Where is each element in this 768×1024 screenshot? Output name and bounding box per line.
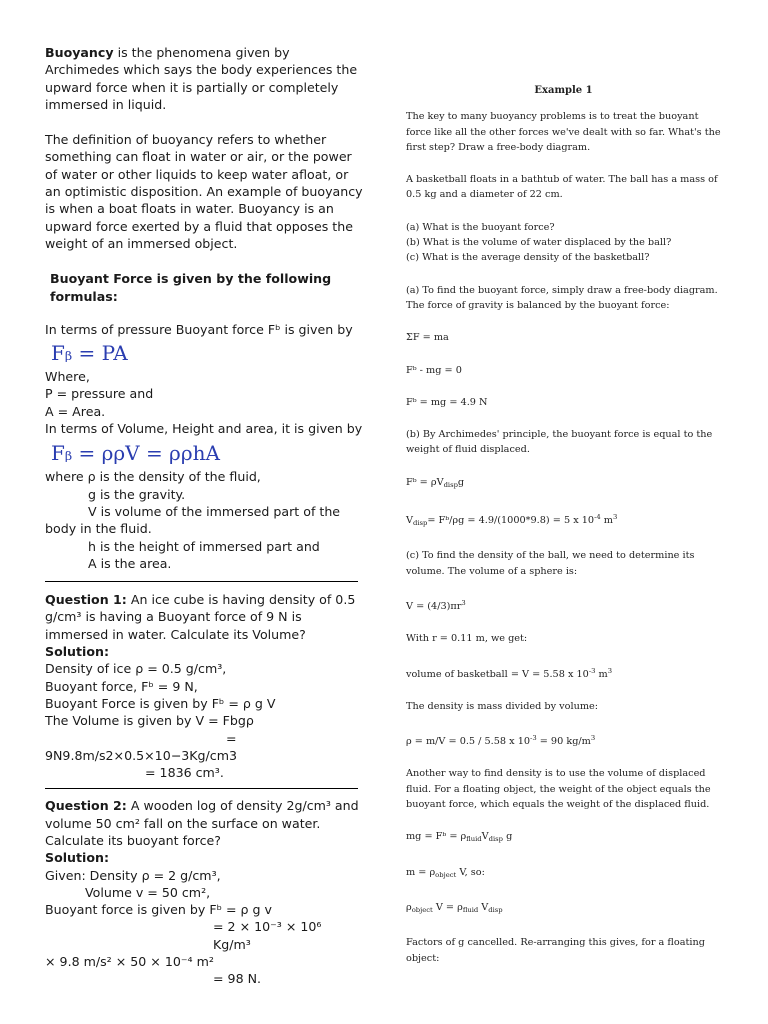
- question-c: (c) What is the average density of the basketball?: [406, 252, 650, 264]
- q2-line-2: Volume v = 50 cm²,: [85, 884, 211, 900]
- eq6-superscript: 3: [461, 598, 466, 607]
- intro-text: is the phenomena given by Archimedes which says the body experiences the upward force when it is partially or completely immersed in liquid.: [45, 45, 358, 112]
- divider-1: [45, 581, 358, 582]
- q1-line-5: =: [226, 730, 237, 746]
- q1-line-6: 9N9.8m/s2×0.5×10−3Kg/cm3: [45, 747, 237, 763]
- answer-a-text: (a) To find the buoyant force, simply draw a free-body diagram. The force of gravity is balanced by the buoyant force:: [406, 284, 718, 311]
- solution-2-label: Solution:: [45, 850, 109, 866]
- eq9-superscript: -3: [530, 734, 537, 743]
- density-text: The density is mass divided by volume:: [406, 700, 598, 712]
- q1-line-7: = 1836 cm³.: [145, 765, 224, 781]
- buoyancy-term: Buoyancy: [45, 45, 114, 60]
- eq10-subscript-1: fluid: [466, 835, 482, 844]
- formulas-heading: Buoyant Force is given by the following formulas:: [50, 271, 332, 304]
- where-label: Where,: [45, 369, 90, 385]
- eq8-part-b: m: [595, 668, 608, 680]
- question-1-label: Question 1:: [45, 592, 127, 608]
- question-2-text: A wooden log of density 2g/cm³ and volume 50 cm² fall on the surface on water. Calculate its buoyant force?: [45, 798, 359, 848]
- eq5-subscript: disp: [413, 519, 428, 528]
- eq10-subscript-2: disp: [488, 835, 503, 844]
- question-b: (b) What is the volume of water displaced by the ball?: [406, 237, 672, 249]
- right-column: [406, 83, 721, 966]
- eq5-part-b: = Fᵇ/ρg = 4.9/(1000*9.8) = 5 x 10: [427, 515, 595, 527]
- q2-line-4: = 2 × 10⁻³ × 10⁶ Kg/m³: [213, 919, 322, 952]
- intro-paragraph: [45, 44, 363, 113]
- divider-2: [45, 788, 358, 789]
- volume-terms: In terms of Volume, Height and area, it is given by: [45, 421, 363, 437]
- q2-line-5: × 9.8 m/s² × 50 × 10⁻⁴ m²: [45, 954, 214, 970]
- eq11-part-b: V, so:: [456, 866, 485, 878]
- eq9-part-a: ρ = m/V = 0.5 / 5.58 x 10: [406, 736, 531, 748]
- eq5-superscript: -4: [594, 513, 601, 522]
- eq4-part-b: g: [457, 476, 465, 488]
- equation-buoyant-force: Fᵇ = mg = 4.9 N: [406, 396, 488, 408]
- eq4-part-a: Fᵇ = ρV: [406, 476, 444, 488]
- eq6-part-a: V = (4/3)πr: [406, 600, 462, 612]
- radius-text: With r = 0.11 m, we get:: [406, 633, 528, 645]
- area-definition: A = Area.: [45, 403, 106, 419]
- eq8-part-a: volume of basketball = V = 5.58 x 10: [406, 668, 589, 680]
- v-definition: V is volume of the immersed part of the body in the fluid.: [45, 503, 341, 537]
- h-definition: h is the height of immersed part and: [88, 538, 320, 554]
- eq8-superscript-2: 3: [607, 666, 613, 675]
- question-2-label: Question 2:: [45, 798, 127, 814]
- example-title: Example 1: [534, 85, 593, 96]
- definition-paragraph: The definition of buoyancy refers to whether something can float in water or air, or the power of water or other liquids to keep water afloat, or an optimistic disposition. An example of buoyancy is when a boat floats in water. Buoyancy is an upward force exerted by a fluid that opposes the weight of an immersed object.: [45, 132, 363, 251]
- eq4-subscript: disp: [443, 480, 458, 489]
- eq12-subscript-2: fluid: [462, 905, 479, 914]
- eq8-superscript: -3: [588, 666, 596, 675]
- formula-pressure-area: Fᵦ = PA: [51, 341, 128, 366]
- equation-basketball-volume: [406, 664, 721, 682]
- answer-c-text: (c) To find the density of the ball, we need to determine its volume. The volume of a sphere is:: [406, 550, 695, 577]
- eq5-part-a: V: [406, 515, 413, 527]
- q1-line-2: Buoyant force, Fᵇ = 9 N,: [45, 678, 198, 694]
- equation-archimedes: [406, 475, 721, 493]
- equation-mass: [406, 865, 721, 883]
- eq12-part-a: ρ: [406, 901, 412, 913]
- question-a: (a) What is the buoyant force?: [406, 221, 555, 233]
- eq12-subscript-3: disp: [488, 905, 503, 914]
- rho-definition: where ρ is the density of the fluid,: [45, 469, 261, 485]
- eq10-part-b: V: [481, 831, 489, 843]
- equation-object-density: [406, 900, 721, 918]
- alternate-method-text: Another way to find density is to use the volume of displaced fluid. For a floating object, the weight of the object equals the buoyant force, which equals the weight of the displaced fluid.: [406, 768, 711, 811]
- eq10-part-c: g: [502, 831, 513, 843]
- q1-line-3: Buoyant Force is given by Fᵇ = ρ g V: [45, 695, 276, 711]
- left-column: [45, 44, 363, 988]
- equation-floating-weight: [406, 829, 721, 847]
- equation-sphere-volume: [406, 596, 721, 614]
- basketball-problem: A basketball floats in a bathtub of water. The ball has a mass of 0.5 kg and a diameter of 22 cm.: [406, 174, 718, 201]
- q2-line-3: Buoyant force is given by Fᵇ = ρ g v: [45, 902, 272, 918]
- equation-sum-forces: ΣF = ma: [406, 332, 449, 344]
- eq9-superscript-2: 3: [590, 734, 596, 743]
- answer-b-text: (b) By Archimedes' principle, the buoyant force is equal to the weight of fluid displaced.: [406, 429, 713, 456]
- eq12-part-c: V: [478, 901, 489, 913]
- eq11-subscript: object: [435, 870, 457, 879]
- equation-volume-displaced: [406, 510, 721, 531]
- pressure-definition: P = pressure and: [45, 386, 154, 402]
- area-definition-2: A is the area.: [88, 555, 172, 571]
- question-1-text: An ice cube is having density of 0.5 g/cm³ is having a Buoyant force of 9 N is immersed in water. Calculate its Volume?: [45, 592, 356, 642]
- conclusion-text: Factors of g cancelled. Re-arranging this gives, for a floating object:: [406, 937, 705, 964]
- eq9-part-b: = 90 kg/m: [536, 736, 591, 748]
- eq11-part-a: m = ρ: [406, 866, 436, 878]
- g-definition: g is the gravity.: [88, 486, 186, 502]
- q1-line-1: Density of ice ρ = 0.5 g/cm³,: [45, 661, 227, 677]
- solution-1-label: Solution:: [45, 644, 109, 660]
- example-intro: The key to many buoyancy problems is to treat the buoyant force like all the other forces we've dealt with so far. What's the first step? Draw a free-body diagram.: [406, 111, 721, 153]
- eq10-part-a: mg = Fᵇ = ρ: [406, 831, 467, 843]
- eq12-part-b: V = ρ: [432, 901, 463, 913]
- eq5-superscript-2: 3: [612, 513, 618, 522]
- q2-line-6: = 98 N.: [213, 971, 262, 987]
- equation-density: [406, 731, 721, 749]
- equation-balance: Fᵇ - mg = 0: [406, 364, 462, 376]
- pressure-terms: In terms of pressure Buoyant force Fᵇ is given by: [45, 321, 353, 337]
- eq5-part-c: m: [600, 515, 613, 527]
- eq12-subscript-1: object: [411, 905, 433, 914]
- formula-density-volume: Fᵦ = ρρV = ρρhA: [51, 441, 220, 466]
- question-2: [45, 797, 363, 849]
- question-1: [45, 591, 363, 643]
- q2-line-1: Given: Density ρ = 2 g/cm³,: [45, 867, 221, 883]
- q1-line-4: The Volume is given by V = Fbgρ: [45, 713, 254, 729]
